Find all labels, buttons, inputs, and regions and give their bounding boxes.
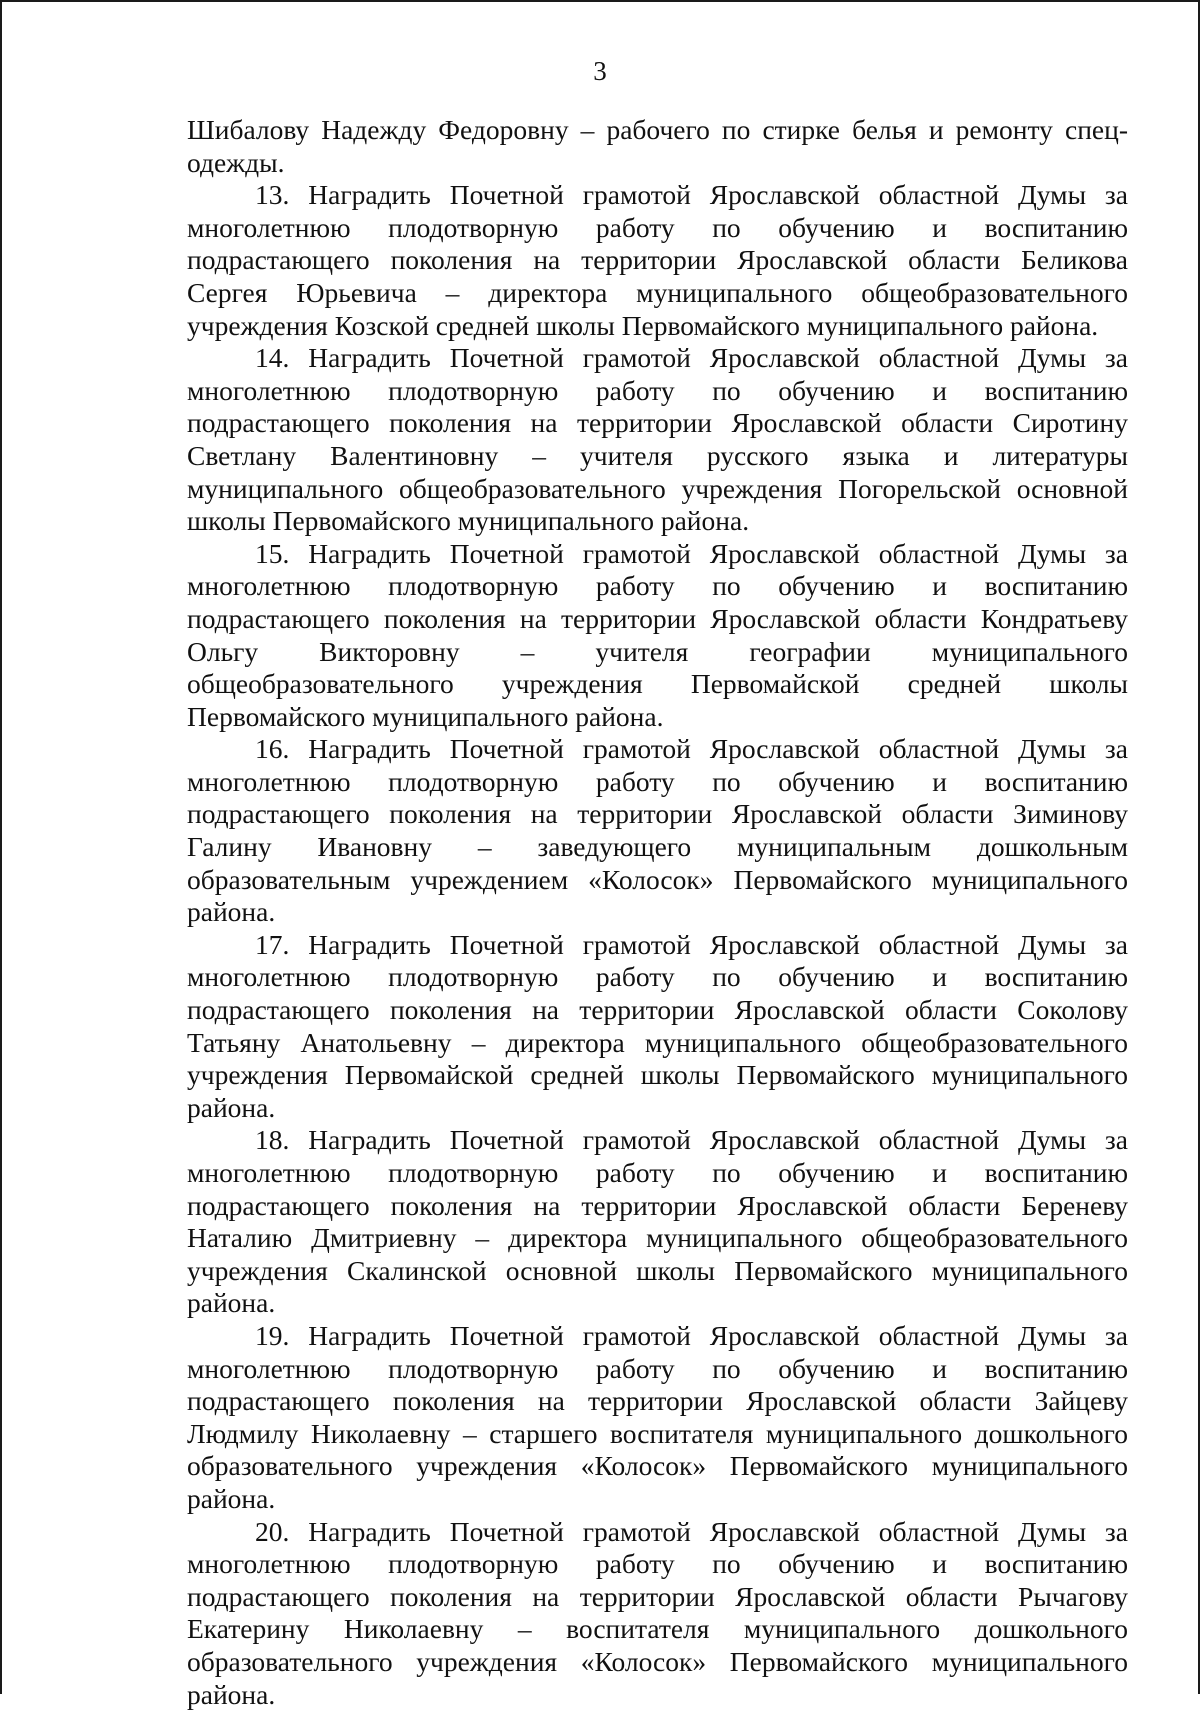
scan-border-top — [0, 0, 1200, 2]
award-paragraph-13 — [187, 179, 1128, 342]
paragraph-number: 19. — [255, 1319, 290, 1351]
paragraph-text: Наградить Почетной грамотой Ярославской областной Думы за многолетнюю плодотворную работу по обучению и воспитанию подрастающего поколения на территории Ярославской области Беликова Сергея Юрьевича – директора муниципального общеобразовательного учреждения Козской средней школы Первомайского муниципального района. — [187, 179, 1129, 341]
award-paragraph-20 — [187, 1516, 1128, 1711]
award-paragraph-16 — [187, 733, 1128, 929]
paragraph-number: 17. — [255, 928, 290, 960]
paragraph-number: 15. — [255, 537, 290, 569]
award-paragraph-14 — [187, 342, 1128, 538]
paragraph-number: 13. — [255, 179, 290, 211]
award-paragraph-18 — [187, 1124, 1128, 1320]
paragraph-text: Наградить Почетной грамотой Ярославской областной Думы за многолетнюю плодотворную работу по обучению и воспитанию подрастающего поколения на территории Ярославской области Береневу Наталию Дмитриевну – директора муниципального общеобразовательного учреждения Скалинской основной школы Первомайского муниципального района. — [187, 1124, 1129, 1319]
paragraph-text: Наградить Почетной грамотой Ярославской областной Думы за многолетнюю плодотворную работу по обучению и воспитанию подрастающего поколения на территории Ярославской области Сиротину Светлану Валентиновну – учителя русского языка и литературы муниципального общеобразовательного учреждения Погорельской основной школы Первомайского муниципального района. — [187, 342, 1129, 537]
paragraph-number: 14. — [255, 342, 290, 374]
award-paragraph-19 — [187, 1320, 1128, 1516]
paragraph-text: Наградить Почетной грамотой Ярославской областной Думы за многолетнюю плодотворную работу по обучению и воспитанию подрастающего поколения на территории Ярославской области Кондратьеву Ольгу Викторовну – учителя географии муниципального общеобразовательного учреждения Первомайской средней школы Первомайского муниципального района. — [187, 537, 1129, 732]
paragraph-number: 18. — [255, 1124, 290, 1156]
page-number: 3 — [593, 56, 607, 86]
paragraph-number: 20. — [255, 1515, 290, 1547]
paragraph-text: Наградить Почетной грамотой Ярославской областной Думы за многолетнюю плодотворную работу по обучению и воспитанию подрастающего поколения на территории Ярославской области Рычагову Екатерину Николаевну – воспитателя муниципального дошкольного образовательного учреждения «Колосок» Первомайского муниципального района. — [187, 1515, 1129, 1710]
award-paragraph-17 — [187, 929, 1128, 1125]
paragraph-text: Наградить Почетной грамотой Ярославской областной Думы за многолетнюю плодотворную работу по обучению и воспитанию подрастающего поколения на территории Ярославской области Зиминову Галину Ивановну – заведующего муниципальным дошкольным образовательным учреждением «Колосок» Первомайского муниципального района. — [187, 733, 1129, 928]
scan-border-left — [0, 0, 2, 1694]
paragraph-text: Наградить Почетной грамотой Ярославской областной Думы за многолетнюю плодотворную работу по обучению и воспитанию подрастающего поколения на территории Ярославской области Соколову Татьяну Анатольевну – директора муниципального общеобразовательного учреждения Первомайской средней школы Первомайского муниципального района. — [187, 928, 1129, 1123]
paragraph-text: Наградить Почетной грамотой Ярославской областной Думы за многолетнюю плодотворную работу по обучению и воспитанию подрастающего поколения на территории Ярославской области Зайцеву Людмилу Николаевну – старшего воспитателя муниципального дошкольного образовательного учреждения «Колосок» Первомайского муниципального района. — [187, 1319, 1129, 1514]
document-body — [187, 114, 1128, 1711]
continuation-paragraph: Шибалову Надежду Федоровну – рабочего по стирке белья и ремонту спец-одежды. — [187, 114, 1128, 178]
paragraph-number: 16. — [255, 733, 290, 765]
award-paragraph-15 — [187, 538, 1128, 734]
